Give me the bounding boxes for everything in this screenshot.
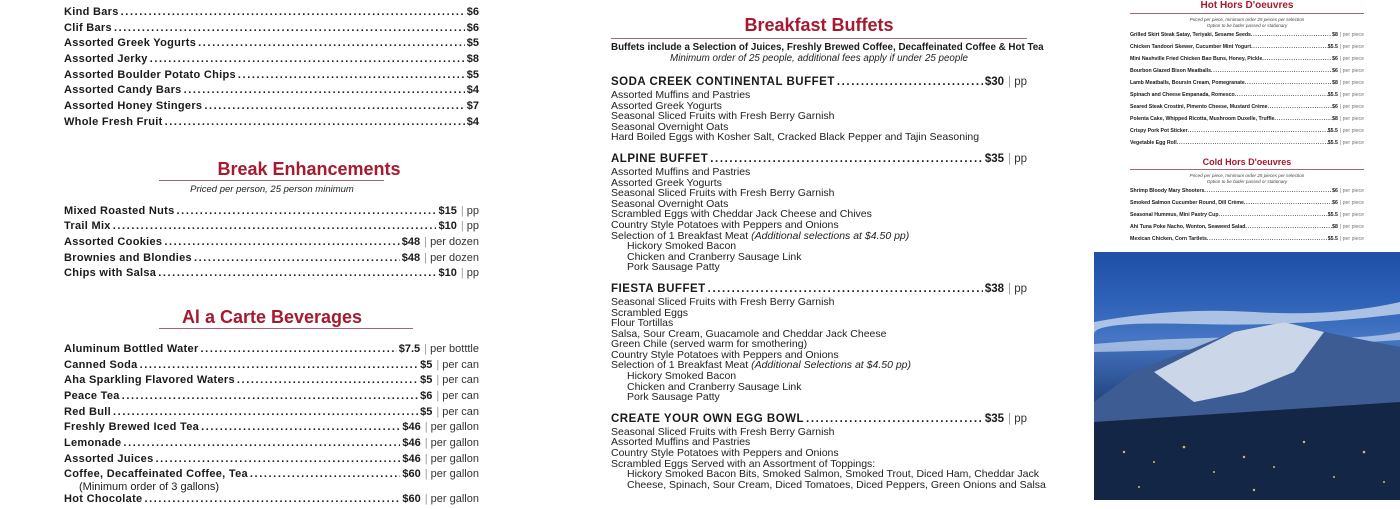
item-price: $60 bbox=[402, 493, 421, 506]
meat-option: Hickory Smoked Bacon bbox=[627, 370, 737, 383]
item-name: ALPINE BUFFET bbox=[611, 152, 709, 165]
item-price: $5.5 bbox=[1327, 92, 1338, 98]
buffet-line: Seasonal Overnight Oats bbox=[611, 197, 729, 210]
item-name: Clif Bars bbox=[64, 21, 112, 34]
menu-item-row bbox=[64, 236, 479, 252]
item-price: $48 bbox=[401, 235, 421, 248]
item-name: Seared Steak Crostini, Pimento Cheese, Mustard Crème bbox=[1130, 104, 1268, 110]
item-name: FIESTA BUFFET bbox=[611, 282, 706, 295]
item-unit: | per piece bbox=[1340, 104, 1364, 110]
item-name: Aha Sparkling Flavored Waters bbox=[64, 374, 235, 387]
item-price: $6 bbox=[420, 390, 433, 402]
item-unit: | pp bbox=[461, 267, 479, 279]
item-name: Canned Soda bbox=[64, 358, 138, 371]
item-name: Assorted Candy Bars bbox=[64, 84, 182, 97]
item-name: Assorted Jerky bbox=[64, 53, 148, 66]
item-price: $8 bbox=[1332, 32, 1338, 38]
item-unit: | per botttle bbox=[424, 343, 479, 355]
menu-item-row bbox=[1094, 104, 1400, 116]
buffet-1 bbox=[611, 153, 1027, 273]
topping-line: Cheese, Spinach, Sour Cream, Diced Tomatoes, Diced Peppers, Green Onions and Salsa bbox=[627, 478, 1046, 491]
dot-leader bbox=[237, 374, 418, 386]
buffet-line: Country Style Potatoes with Peppers and Onions bbox=[611, 348, 839, 361]
breakfast-subtitle: Buffets include a Selection of Juices, Freshly Brewed Coffee, Decaffeinated Coffee & Hot Tea bbox=[611, 42, 1044, 53]
meat-option: Chicken and Cranberry Sausage Link bbox=[627, 380, 802, 393]
item-note: (Minimum order of 3 gallons) bbox=[79, 481, 219, 494]
item-price: $46 bbox=[402, 437, 421, 450]
buffet-line: Seasonal Sliced Fruits with Fresh Berry Garnish bbox=[611, 425, 835, 438]
item-unit: | per piece bbox=[1340, 44, 1364, 50]
item-name: Lemonade bbox=[64, 437, 122, 450]
item-unit: | per piece bbox=[1340, 140, 1364, 146]
item-price: $7.5 bbox=[398, 342, 421, 355]
item-name: Whole Fresh Fruit bbox=[64, 115, 163, 128]
selection-note: (Additional Selections at $4.50 pp) bbox=[751, 359, 912, 372]
menu-item-row bbox=[1094, 224, 1400, 236]
menu-item-row bbox=[64, 205, 479, 221]
item-name: Brownies and Blondies bbox=[64, 251, 192, 264]
item-price: $30 bbox=[984, 76, 1005, 88]
item-price: $15 bbox=[438, 204, 457, 217]
selection-note: (Additional selections at $4.50 pp) bbox=[751, 229, 910, 242]
item-price: $46 bbox=[402, 452, 421, 465]
buffet-line: Assorted Muffins and Pastries bbox=[611, 436, 751, 449]
menu-item-row bbox=[1094, 80, 1400, 92]
dot-leader bbox=[1211, 68, 1332, 74]
item-price: $5 bbox=[420, 358, 433, 371]
item-price: $6 bbox=[466, 6, 479, 18]
item-unit: | per dozen bbox=[424, 252, 479, 264]
item-price: $5.5 bbox=[1327, 212, 1338, 218]
item-name: Spinach and Cheese Empanada, Romesco bbox=[1130, 92, 1235, 98]
menu-item-row bbox=[1094, 140, 1400, 152]
beverages-list bbox=[64, 343, 479, 509]
item-price: $5 bbox=[466, 68, 479, 81]
buffet-line: Flour Tortillas bbox=[611, 317, 674, 330]
item-price: $60 bbox=[402, 468, 421, 481]
dot-leader bbox=[250, 468, 400, 480]
menu-item-row bbox=[64, 359, 479, 375]
ski-town-night-photo bbox=[1094, 252, 1400, 500]
menu-item-row bbox=[64, 100, 479, 116]
buffet-line: Country Style Potatoes with Peppers and Onions bbox=[611, 218, 839, 231]
dot-leader bbox=[201, 421, 400, 433]
dot-leader bbox=[177, 205, 437, 217]
meat-option: Pork Sausage Patty bbox=[627, 261, 720, 274]
menu-item-row bbox=[64, 453, 479, 469]
item-name: Assorted Juices bbox=[64, 452, 154, 465]
menu-item-row bbox=[64, 267, 479, 283]
menu-item-row bbox=[64, 69, 479, 85]
divider bbox=[1130, 13, 1364, 14]
item-price: $5.5 bbox=[1327, 128, 1338, 134]
dot-leader bbox=[837, 76, 983, 88]
item-price: $5.5 bbox=[1327, 236, 1338, 242]
dot-leader bbox=[1177, 140, 1328, 146]
dot-leader bbox=[708, 283, 983, 295]
item-unit: | per piece bbox=[1340, 224, 1364, 230]
item-unit: | per gallon bbox=[425, 437, 479, 449]
item-price: $46 bbox=[402, 421, 421, 434]
item-unit: | per piece bbox=[1340, 188, 1364, 194]
dot-leader bbox=[184, 84, 465, 96]
selection-label: Selection of 1 Breakfast Meat bbox=[611, 229, 749, 242]
dot-leader bbox=[121, 6, 465, 18]
menu-item-row bbox=[611, 413, 1027, 427]
menu-item-row bbox=[1094, 128, 1400, 140]
menu-item-row bbox=[1094, 44, 1400, 56]
menu-item-row bbox=[611, 283, 1027, 297]
item-unit: | pp bbox=[1008, 413, 1027, 425]
dot-leader bbox=[1245, 224, 1332, 230]
meat-option: Pork Sausage Patty bbox=[627, 391, 720, 404]
item-price: $48 bbox=[401, 251, 421, 264]
dot-leader bbox=[1207, 236, 1328, 242]
item-unit: | per piece bbox=[1340, 56, 1364, 62]
breakfast-minimum-note: Minimum order of 25 people, additional fees apply if under 25 people bbox=[670, 53, 968, 64]
buffet-line: Seasonal Sliced Fruits with Fresh Berry Garnish bbox=[611, 187, 835, 200]
hot-hors-option: Option to be butler passed or stationary bbox=[1206, 22, 1288, 28]
item-name: Ahi Tuna Poke Nacho, Wonton, Seaweed Salad bbox=[1130, 224, 1246, 230]
break-enhancements-list bbox=[64, 205, 479, 283]
dot-leader bbox=[710, 153, 983, 165]
menu-item-row bbox=[1094, 212, 1400, 224]
item-name: Polenta Cake, Whipped Ricotta, Mushroom Duxelle, Truffle bbox=[1130, 116, 1275, 122]
menu-item-row bbox=[611, 153, 1027, 167]
item-unit: | per dozen bbox=[424, 236, 479, 248]
menu-item-row bbox=[64, 84, 479, 100]
dot-leader bbox=[140, 359, 419, 371]
buffet-0 bbox=[611, 76, 1027, 143]
item-unit: | per gallon bbox=[425, 453, 479, 465]
dot-leader bbox=[1262, 56, 1332, 62]
cold-hors-list bbox=[1094, 188, 1400, 248]
snack-list bbox=[64, 6, 479, 132]
buffet-3 bbox=[611, 412, 1046, 491]
item-price: $6 bbox=[1332, 104, 1338, 110]
item-name: Freshly Brewed Iced Tea bbox=[64, 421, 200, 434]
item-price: $8 bbox=[1332, 80, 1338, 86]
item-name: Mexican Chicken, Corn Tartlets bbox=[1130, 236, 1207, 242]
item-unit: | pp bbox=[1008, 283, 1027, 295]
dot-leader bbox=[194, 252, 400, 264]
menu-item-row bbox=[1094, 92, 1400, 104]
buffet-line: Seasonal Overnight Oats bbox=[611, 120, 729, 133]
buffet-list bbox=[611, 76, 1046, 491]
menu-item-row bbox=[64, 37, 479, 53]
menu-item-row bbox=[64, 374, 479, 390]
menu-item-row bbox=[64, 343, 479, 359]
buffet-line: Seasonal Sliced Fruits with Fresh Berry Garnish bbox=[611, 295, 835, 308]
item-price: $6 bbox=[466, 21, 479, 34]
hot-hors-title: Hot Hors D'oeuvres bbox=[1200, 0, 1294, 11]
menu-item-row bbox=[64, 406, 479, 422]
item-name: Lamb Meatballs, Boursin Cream, Pomegranate bbox=[1130, 80, 1245, 86]
buffet-line: Assorted Muffins and Pastries bbox=[611, 165, 751, 178]
buffet-line: Country Style Potatoes with Peppers and Onions bbox=[611, 447, 839, 460]
item-name: CREATE YOUR OWN EGG BOWL bbox=[611, 412, 805, 425]
item-price: $5.5 bbox=[1327, 44, 1338, 50]
item-name: Crispy Pork Pot Sticker bbox=[1130, 128, 1188, 134]
buffet-line: Scrambled Eggs Served with an Assortment of Toppings: bbox=[611, 457, 876, 470]
menu-item-row bbox=[1094, 68, 1400, 80]
break-enhancements-title: Break Enhancements bbox=[217, 158, 401, 179]
menu-item-row bbox=[64, 421, 479, 437]
menu-item-row bbox=[64, 116, 479, 132]
dot-leader bbox=[201, 343, 397, 355]
dot-leader bbox=[1219, 212, 1328, 218]
item-unit: | per gallon bbox=[425, 421, 479, 433]
menu-item-row bbox=[1094, 56, 1400, 68]
item-name: Seasonal Hummus, Mini Pastry Cup bbox=[1130, 212, 1219, 218]
menu-item-row bbox=[64, 493, 479, 509]
item-unit: | per gallon bbox=[425, 468, 479, 480]
dot-leader bbox=[165, 116, 465, 128]
dot-leader bbox=[806, 413, 983, 425]
dot-leader bbox=[198, 37, 465, 49]
item-price: $8 bbox=[1332, 224, 1338, 230]
hot-hors-list bbox=[1094, 32, 1400, 152]
menu-item-row bbox=[1094, 236, 1400, 248]
dot-leader bbox=[1245, 80, 1332, 86]
dot-leader bbox=[114, 22, 465, 34]
item-price: $4 bbox=[466, 115, 479, 128]
buffet-line: Salsa, Sour Cream, Guacamole and Cheddar Jack Cheese bbox=[611, 327, 887, 340]
item-name: Mixed Roasted Nuts bbox=[64, 204, 175, 217]
breakfast-title: Breakfast Buffets bbox=[744, 15, 894, 35]
cold-hors-title: Cold Hors D'oeuvres bbox=[1202, 157, 1292, 167]
item-unit: | per piece bbox=[1340, 116, 1364, 122]
menu-item-row bbox=[1094, 200, 1400, 212]
menu-item-row bbox=[64, 6, 479, 22]
item-unit: | pp bbox=[461, 220, 479, 232]
beverages-title: Al a Carte Beverages bbox=[181, 306, 363, 327]
item-unit: | pp bbox=[461, 205, 479, 217]
item-price: $6 bbox=[1332, 56, 1338, 62]
item-unit: | pp bbox=[1008, 153, 1027, 165]
menu-item-row bbox=[64, 22, 479, 38]
item-unit: | per piece bbox=[1340, 200, 1364, 206]
divider bbox=[159, 180, 384, 181]
menu-item-row bbox=[1094, 188, 1400, 200]
item-name: Assorted Honey Stingers bbox=[64, 100, 203, 113]
dot-leader bbox=[144, 493, 400, 505]
menu-item-row bbox=[1094, 32, 1400, 44]
dot-leader bbox=[158, 267, 436, 279]
item-unit: | per piece bbox=[1340, 68, 1364, 74]
buffet-line: Green Chile (served warm for smothering) bbox=[611, 338, 808, 351]
dot-leader bbox=[113, 406, 418, 418]
dot-leader bbox=[150, 53, 465, 65]
item-unit: | per piece bbox=[1340, 92, 1364, 98]
buffet-line: Scrambled Eggs with Cheddar Jack Cheese and Chives bbox=[611, 208, 872, 221]
item-price: $6 bbox=[1332, 68, 1338, 74]
dot-leader bbox=[1235, 92, 1328, 98]
cold-hors-option: Option to be butler passed or stationary bbox=[1206, 178, 1288, 184]
item-price: $10 bbox=[438, 267, 457, 280]
item-price: $35 bbox=[984, 152, 1005, 165]
selection-label: Selection of 1 Breakfast Meat bbox=[611, 359, 749, 372]
item-price: $8 bbox=[1332, 116, 1338, 122]
dot-leader bbox=[113, 220, 437, 232]
item-name: Vegetable Egg Roll bbox=[1130, 140, 1177, 146]
buffet-2 bbox=[611, 283, 1027, 403]
buffet-line: Assorted Greek Yogurts bbox=[611, 99, 722, 112]
item-price: $5 bbox=[420, 374, 433, 387]
item-unit: | per can bbox=[436, 406, 479, 418]
divider bbox=[611, 38, 1027, 39]
meat-option: Hickory Smoked Bacon bbox=[627, 240, 737, 253]
item-name: Hot Chocolate bbox=[64, 493, 143, 506]
item-name: Red Bull bbox=[64, 405, 112, 418]
menu-item-row bbox=[1094, 116, 1400, 128]
topping-line: Hickory Smoked Bacon Bits, Smoked Salmon, Smoked Trout, Diced Ham, Cheddar Jack bbox=[627, 468, 1040, 481]
item-name: Grilled Skirt Steak Satay, Teriyaki, Sesame Seeds bbox=[1130, 32, 1251, 38]
item-name: SODA CREEK CONTINENTAL BUFFET bbox=[611, 76, 835, 88]
buffet-line: Hard Boiled Eggs with Kosher Salt, Cracked Black Pepper and Tajin Seasoning bbox=[611, 131, 980, 144]
item-price: $7 bbox=[466, 100, 479, 113]
dot-leader bbox=[1204, 188, 1332, 194]
item-name: Assorted Cookies bbox=[64, 235, 163, 248]
break-enhancements-subtitle: Priced per person, 25 person minimum bbox=[190, 183, 354, 195]
menu-item-row bbox=[64, 390, 479, 406]
item-unit: | per can bbox=[436, 359, 479, 371]
item-unit: | per can bbox=[436, 374, 479, 386]
item-unit: | per piece bbox=[1340, 212, 1364, 218]
item-price: $10 bbox=[438, 220, 457, 233]
buffet-line: Assorted Greek Yogurts bbox=[611, 176, 722, 189]
dot-leader bbox=[1251, 44, 1328, 50]
item-unit: | per piece bbox=[1340, 80, 1364, 86]
item-name: Bourbon Glazed Bison Meatballs bbox=[1130, 68, 1211, 74]
dot-leader bbox=[204, 100, 464, 112]
dot-leader bbox=[1244, 200, 1332, 206]
item-price: $6 bbox=[1332, 188, 1338, 194]
menu-item-row bbox=[64, 220, 479, 236]
dot-leader bbox=[123, 437, 400, 449]
hot-hors-subtitle: Priced per piece, minimum order 25 pieces per selection bbox=[1189, 17, 1305, 22]
item-price: $4 bbox=[466, 84, 479, 97]
dot-leader bbox=[155, 453, 400, 465]
item-unit: | per can bbox=[436, 390, 479, 402]
item-unit: | per piece bbox=[1340, 32, 1364, 38]
item-price: $6 bbox=[1332, 200, 1338, 206]
dot-leader bbox=[1268, 104, 1333, 110]
dot-leader bbox=[122, 390, 418, 402]
item-name: Peace Tea bbox=[64, 390, 120, 402]
divider bbox=[1130, 169, 1364, 170]
item-unit: | per gallon bbox=[425, 493, 479, 505]
left-column bbox=[64, 6, 479, 509]
item-price: $8 bbox=[466, 53, 479, 66]
item-price: $5 bbox=[420, 405, 433, 418]
cold-hors-subtitle: Priced per piece, minimum order 25 pieces per selection bbox=[1189, 173, 1305, 178]
dot-leader bbox=[164, 236, 399, 248]
menu-item-row bbox=[64, 252, 479, 268]
item-price: $35 bbox=[984, 412, 1005, 425]
item-name: Kind Bars bbox=[64, 6, 119, 18]
item-price: $38 bbox=[984, 282, 1005, 295]
buffet-line: Scrambled Eggs bbox=[611, 306, 689, 319]
dot-leader bbox=[1251, 32, 1332, 38]
item-unit: | per piece bbox=[1340, 128, 1364, 134]
item-unit: | pp bbox=[1008, 76, 1027, 88]
hors-doeuvres-page bbox=[1094, 0, 1400, 252]
menu-item-row bbox=[611, 76, 1027, 90]
item-name: Mini Nashville Fried Chicken Bao Buns, Honey, Pickle bbox=[1130, 56, 1263, 62]
item-price: $5.5 bbox=[1327, 140, 1338, 146]
dot-leader bbox=[1274, 116, 1332, 122]
item-name: Assorted Greek Yogurts bbox=[64, 37, 197, 50]
breakfast-buffets-column bbox=[611, 15, 1046, 491]
buffet-line: Assorted Muffins and Pastries bbox=[611, 89, 751, 101]
dot-leader bbox=[238, 69, 465, 81]
menu-item-row bbox=[64, 53, 479, 69]
item-name: Chips with Salsa bbox=[64, 267, 157, 280]
item-name: Coffee, Decaffeinated Coffee, Tea bbox=[64, 468, 248, 481]
menu-item-row bbox=[64, 437, 479, 453]
item-name: Aluminum Bottled Water bbox=[64, 342, 199, 355]
dot-leader bbox=[1188, 128, 1328, 134]
item-unit: | per piece bbox=[1340, 236, 1364, 242]
buffet-line: Seasonal Sliced Fruits with Fresh Berry Garnish bbox=[611, 110, 835, 123]
item-name: Assorted Boulder Potato Chips bbox=[64, 68, 236, 81]
item-name: Smoked Salmon Cucumber Round, Dill Crème bbox=[1130, 200, 1244, 206]
meat-option: Chicken and Cranberry Sausage Link bbox=[627, 250, 802, 263]
item-name: Chicken Tandoori Skewer, Cucumber Mint Yogurt bbox=[1130, 44, 1252, 50]
item-price: $5 bbox=[466, 37, 479, 50]
item-name: Shrimp Bloody Mary Shooters bbox=[1130, 188, 1205, 194]
item-name: Trail Mix bbox=[64, 220, 111, 233]
